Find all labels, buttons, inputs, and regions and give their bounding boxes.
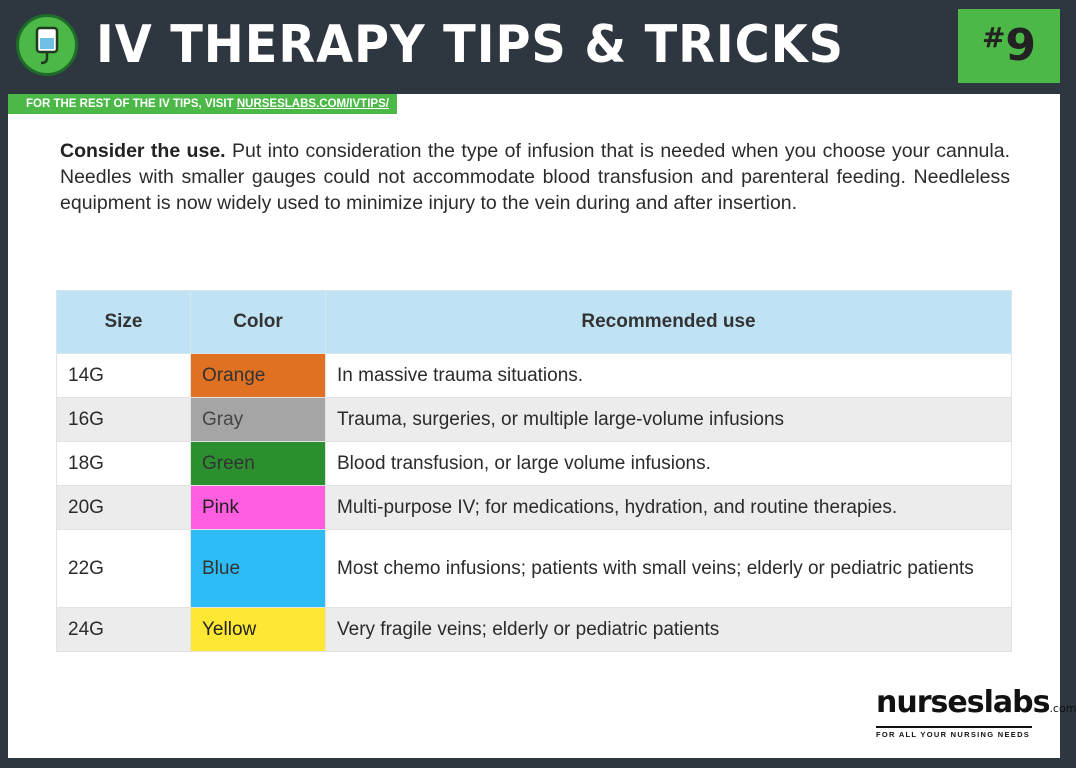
intro-body: Put into consideration the type of infusion that is needed when you choose your cannula. Needles with smaller gauges could not accommodate blood transfusion and parenteral feeding. Needleless equipment is now widely used to minimize injury to the vein during and after insertion. [60,140,1010,214]
content-card [8,94,1076,758]
cell-color: Blue [191,530,326,608]
nurseslabs-logo [876,685,1076,739]
table-row [57,442,1012,486]
cell-color: Pink [191,486,326,530]
visit-banner [8,94,397,114]
cell-use: Multi-purpose IV; for medications, hydration, and routine therapies. [326,486,1012,530]
cell-use: Most chemo infusions; patients with small veins; elderly or pediatric patients [326,530,1012,608]
gauge-table [56,290,1012,652]
brand-tagline: FOR ALL YOUR NURSING NEEDS [876,726,1032,739]
table-row [57,486,1012,530]
cell-size: 16G [57,398,191,442]
cell-use: Blood transfusion, or large volume infusions. [326,442,1012,486]
cell-size: 22G [57,530,191,608]
tip-number-badge [958,9,1060,83]
cell-size: 18G [57,442,191,486]
cell-size: 24G [57,608,191,652]
visit-prefix: FOR THE REST OF THE IV TIPS, VISIT [26,98,237,110]
table-row [57,530,1012,608]
cell-color: Gray [191,398,326,442]
cell-use: In massive trauma situations. [326,354,1012,398]
cell-use: Trauma, surgeries, or multiple large-volume infusions [326,398,1012,442]
header-recommended-use: Recommended use [326,291,1012,354]
cell-use: Very fragile veins; elderly or pediatric patients [326,608,1012,652]
intro-lead: Consider the use. [60,140,226,162]
table-header-row [57,291,1012,354]
table-row [57,398,1012,442]
brand-name: nurseslabs [876,685,1050,720]
brand-suffix: .com [1049,702,1076,715]
logo-badge [16,14,78,76]
intro-paragraph [60,138,1010,216]
page-title: IV THERAPY TIPS & TRICKS [96,15,845,75]
header-color: Color [191,291,326,354]
tip-number-hash: # [981,21,1006,54]
cell-color: Yellow [191,608,326,652]
iv-bag-icon [31,26,63,66]
header-size: Size [57,291,191,354]
cell-color: Orange [191,354,326,398]
header [0,0,1068,92]
table-row [57,608,1012,652]
cell-size: 20G [57,486,191,530]
cell-color: Green [191,442,326,486]
visit-link[interactable]: NURSESLABS.COM/IVTIPS/ [236,98,389,110]
table-row [57,354,1012,398]
cell-size: 14G [57,354,191,398]
tip-number: 9 [1005,20,1037,71]
